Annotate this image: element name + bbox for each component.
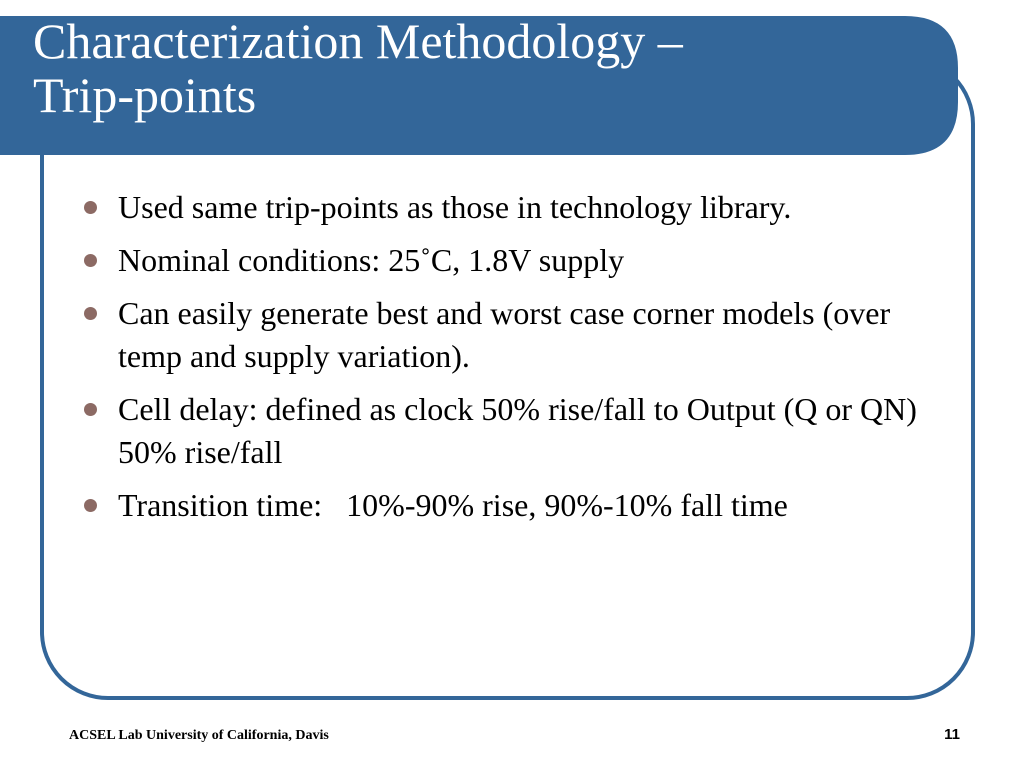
- bullet-dot-icon: [84, 201, 97, 214]
- bullet-item-nominal-conditions: [84, 239, 944, 282]
- title-line-2: Trip-points: [33, 67, 257, 123]
- slide-title: [33, 14, 933, 122]
- bullet-dot-icon: [84, 499, 97, 512]
- footer-text: ACSEL Lab University of California, Davis: [69, 728, 329, 743]
- bullet-list: [84, 186, 944, 537]
- bullet-item-transition-time: [84, 484, 944, 527]
- page-number: 11: [944, 726, 960, 743]
- bullet-item-trip-points: [84, 186, 944, 229]
- bullet-dot-icon: [84, 254, 97, 267]
- bullet-dot-icon: [84, 307, 97, 320]
- bullet-text: Transition time: 10%-90% rise, 90%-10% fall time: [118, 487, 788, 523]
- bullet-text: Can easily generate best and worst case corner models (over temp and supply variation).: [118, 295, 891, 374]
- bullet-dot-icon: [84, 403, 97, 416]
- bullet-text: Used same trip-points as those in technology library.: [118, 189, 792, 225]
- bullet-text: Cell delay: defined as clock 50% rise/fall to Output (Q or QN) 50% rise/fall: [118, 391, 917, 470]
- bullet-item-corner-models: [84, 292, 944, 378]
- bullet-text: Nominal conditions: 25˚C, 1.8V supply: [118, 242, 625, 278]
- bullet-item-cell-delay: [84, 388, 944, 474]
- title-line-1: Characterization Methodology –: [33, 13, 683, 69]
